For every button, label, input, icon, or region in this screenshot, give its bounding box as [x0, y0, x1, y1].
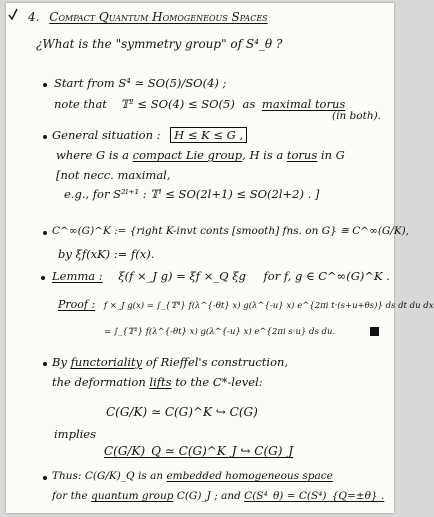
quantum-group-mid: C(G)_J ; and	[176, 490, 241, 502]
deformed-embedding-equation	[104, 444, 293, 458]
where-suffix: in G	[320, 148, 345, 162]
functoriality-suffix: of Rieffel's construction,	[145, 355, 289, 369]
bullet	[41, 276, 45, 280]
bullet	[43, 83, 47, 87]
lifts-line	[52, 375, 263, 389]
lemma-condition: for f, g ∈ C^∞(G)^K .	[263, 269, 390, 283]
tick-mark	[8, 7, 18, 23]
torus-term: torus	[286, 148, 318, 162]
notes-page	[6, 3, 434, 513]
lemma-label: Lemma :	[52, 269, 103, 283]
quantum-group-term: quantum group	[91, 490, 174, 502]
lemma-line	[52, 269, 390, 283]
in-both-note: (in both).	[332, 110, 382, 122]
implies-word: implies	[54, 427, 97, 441]
general-prefix: General situation :	[52, 128, 161, 142]
thus-mid: C(G/K)_Q is an	[84, 470, 164, 482]
proof-equation-1: f ×_J g(x) = ∫_{𝕋⁴} f(λ^{-θt} x) g(λ^{-u} x) e^{2πi t·(s+u+θs)} ds dt du dx	[103, 301, 434, 311]
section-title: Compact Quantum Homogeneous Spaces	[49, 10, 268, 24]
torus-chain: 𝕋² ≤ SO(4) ≤ SO(5)	[120, 97, 235, 111]
bullet	[43, 135, 47, 139]
functoriality-line	[52, 355, 288, 369]
subgroup-chain-box: H ≤ K ≤ G ,	[170, 127, 247, 143]
embedding-equation: C(G/K) ≃ C(G)^K ↪ C(G)	[106, 405, 258, 419]
lemma-statement: ξ(f ×_J g) = ξf ×_Q ξg	[118, 269, 246, 283]
quantum-group-line	[52, 489, 384, 503]
bullet	[43, 476, 47, 480]
where-prefix: where G is a	[56, 148, 129, 162]
sphere-algebra-equation: C(S⁴_θ) = C(S⁴)_{Q=±θ} .	[244, 490, 385, 502]
deformation-prefix: the deformation	[52, 375, 146, 389]
section-number: 4.	[28, 10, 40, 24]
for-the-words: for the	[52, 490, 88, 502]
xi-definition-line: by ξf(xK) := f(x).	[58, 247, 155, 261]
where-mid: , H is a	[242, 148, 284, 162]
bullet	[43, 362, 47, 366]
torus-note-line	[54, 97, 345, 111]
example-line: e.g., for S²ˡ⁺¹ : 𝕋ˡ ≤ SO(2l+1) ≤ SO(2l+2) . ]	[64, 187, 320, 201]
where-line	[56, 148, 345, 162]
invariants-line: C^∞(G)^K := {right K-invt conts [smooth] fns. on G} ≅ C^∞(G/K),	[52, 225, 410, 237]
not-maximal-line: [not necc. maximal,	[56, 168, 171, 182]
functoriality-term: functoriality	[70, 355, 143, 369]
embedded-homogeneous-space-term: embedded homogeneous space	[166, 470, 333, 482]
thus-line	[52, 469, 333, 483]
proof-label: Proof :	[58, 298, 96, 311]
proof-line-1	[58, 298, 434, 313]
compact-lie-group-term: compact Lie group	[132, 148, 243, 162]
note-prefix: note that	[54, 97, 107, 111]
qed-square	[370, 327, 379, 336]
bullet	[43, 231, 47, 235]
question-line: ¿What is the "symmetry group" of S⁴_θ ?	[36, 37, 283, 51]
start-line: Start from S⁴ ≃ SO(5)/SO(4) ;	[54, 76, 227, 90]
maximal-torus-term: maximal torus	[261, 97, 346, 111]
by-word: By	[52, 355, 67, 369]
lifts-suffix: to the C*-level:	[175, 375, 263, 389]
general-situation-line	[52, 128, 247, 142]
as-word: as	[242, 97, 256, 111]
proof-line-2: = ∫_{𝕋²} f(λ^{-θt} x) g(λ^{-u} x) e^{2πi s·u} ds du.	[104, 327, 336, 337]
deformed-equation-text: C(G/K)_Q ≃ C(G)^K_J ↪ C(G)_J	[104, 444, 294, 458]
thus-word: Thus:	[52, 470, 82, 482]
section-header	[28, 10, 268, 24]
lifts-term: lifts	[149, 375, 172, 389]
